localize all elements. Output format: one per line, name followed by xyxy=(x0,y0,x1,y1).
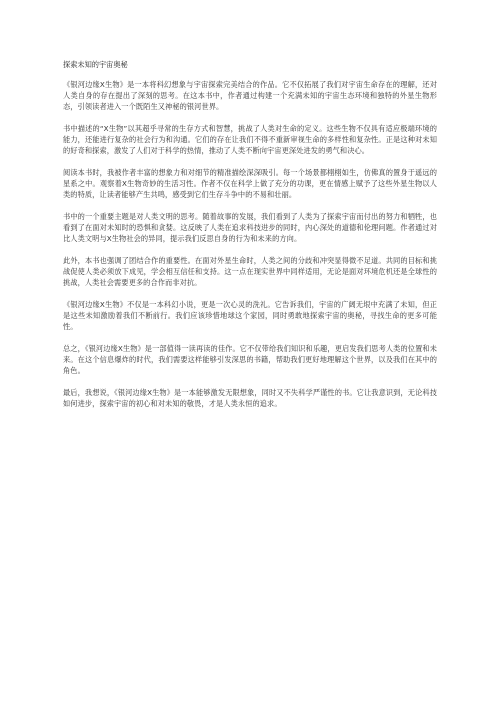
paragraph-3: 阅读本书时，我被作者丰富的想象力和对细节的精准描绘深深吸引。每一个场景都栩栩如生，仿佛真的置身于遥远的星系之中。观察着X生物奇妙的生活习性。作者不仅在科学上做了充分的功课，更在情感上赋予了这些外星生物以人类的特质，让读者能够产生共鸣，感受到它们生存斗争中的不易和壮丽。 xyxy=(63,168,437,199)
paragraph-1: 《银河边缘X生物》是一本将科幻想象与宇宙探索完美结合的作品。它不仅拓展了我们对宇宙生命存在的理解，还对人类自身的存在提出了深刻的思考。在这本书中，作者通过构建一个充满未知的宇宙生态环境和独特的外星生物形态，引领读者进入一个既陌生又神秘的银河世界。 xyxy=(63,80,437,111)
paragraph-2: 书中描述的“X生物”以其超乎寻常的生存方式和智慧，挑战了人类对生命的定义。这些生物不仅具有适应极端环境的能力，还能进行复杂的社会行为和沟通。它们的存在让我们不得不重新审视生命的多样性和复杂性。正是这种对未知的好奇和探索，激发了人们对于科学的热情，推动了人类不断向宇宙更深处进发的勇气和决心。 xyxy=(63,124,437,155)
paragraph-7: 总之，《银河边缘X生物》是一部值得一读再读的佳作。它不仅带给我们知识和乐趣，更启发我们思考人类的位置和未来。在这个信息爆炸的时代，我们需要这样能够引发深思的书籍，帮助我们更好地理解这个世界，以及我们在其中的角色。 xyxy=(63,344,437,375)
document-title: 探索未知的宇宙奥秘 xyxy=(63,60,128,69)
paragraph-5: 此外，本书也强调了团结合作的重要性。在面对外星生命时，人类之间的分歧和冲突显得微不足道。共同的目标和挑战促使人类必须放下成见，学会相互信任和支持。这一点在现实世界中同样适用，无论是面对环境危机还是全球性的挑战，人类社会需要更多的合作而非对抗。 xyxy=(63,256,437,287)
paragraph-6: 《银河边缘X生物》不仅是一本科幻小说，更是一次心灵的洗礼。它告诉我们，宇宙的广阔无垠中充满了未知，但正是这些未知激励着我们不断前行。我们应该珍惜地球这个家园，同时勇敢地探索宇宙的奥秘，寻找生命的更多可能性。 xyxy=(63,300,437,331)
document-page xyxy=(63,59,437,420)
paragraph-4: 书中的一个重要主题是对人类文明的思考。随着故事的发展，我们看到了人类为了探索宇宙而付出的努力和牺牲，也看到了在面对未知时的恐惧和贪婪。这反映了人类在追求科技进步的同时，内心深处的道德和伦理问题。作者通过对比人类文明与X生物社会的异同，提示我们反思自身的行为和未来的方向。 xyxy=(63,212,437,243)
paragraph-8: 最后，我想说，《银河边缘X生物》是一本能够激发无限想象，同时又不失科学严谨性的书。它让我意识到，无论科技如何进步，探索宇宙的初心和对未知的敬畏，才是人类永恒的追求。 xyxy=(63,388,437,408)
